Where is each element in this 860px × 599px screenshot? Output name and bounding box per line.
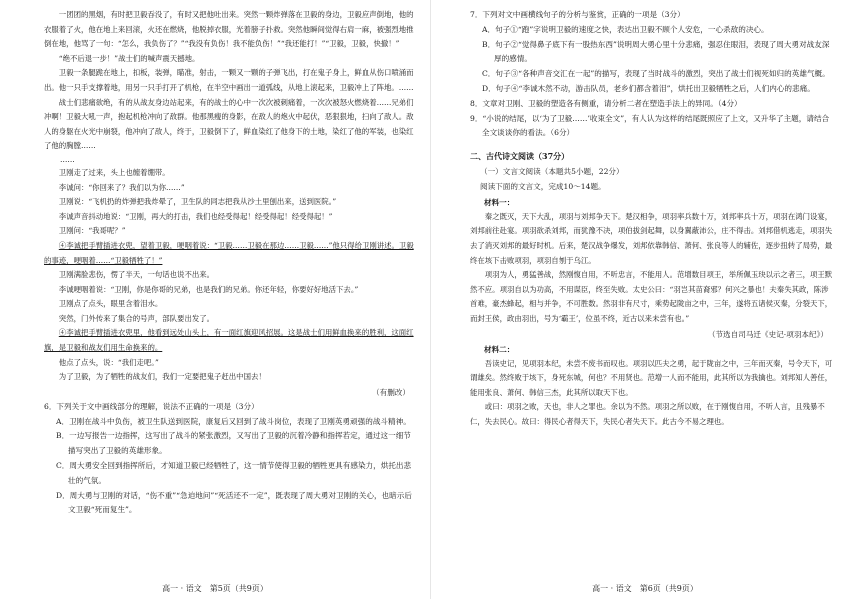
story-paragraph: 他点了点头，说：“我们走吧。” (58, 357, 159, 367)
underlined-sentence: ④李诚把手臂插进衣兜，望着卫毅，哽咽着说：“卫毅……卫毅在那边……卫毅……”他只得给卫刚讲述。卫毅的事迹，哽咽着……“卫毅牺牲了！” (44, 240, 414, 265)
question-7-option-b: B．句子②“觉得鼻子底下有一股热东西”说明周大勇心里十分悲痛，强忍住眼泪，表现了周大勇对战友深厚的感情。 (482, 39, 830, 64)
story-paragraph: 战士们悲痛欲绝，有的从战友身边站起来，有的战士的心中一次次被刺痛着，一次次被怒火燃烧着……兄弟们冲啊！卫毅大吼一声，抱起机枪冲向了敌群。他那黑瘦的身影，在敌人的炮火中起伏，恶狠狠地，扫向了敌人。敌人的身躯在火光中崩裂，他冲向了敌人，终于，卫毅倒下了，鲜血染红了他身下的土地，染红了他的军装，也染红了他的胸膛…… (44, 97, 414, 151)
section-title: 二、古代诗文阅读（37分） (470, 151, 570, 162)
story-paragraph: 为了卫毅，为了牺牲的战友们，我们一定要把鬼子赶出中国去！ (58, 372, 266, 382)
ellipsis-line: …… (60, 154, 75, 164)
page-footer: 高一 · 语文 第6页（共9页） (592, 584, 698, 593)
source-note: （有删改） (372, 387, 410, 397)
question-6-stem: 6．下列关于文中画线部分的理解，说法不正确的一项是（3分） (44, 401, 259, 411)
question-7-option-c: C．句子③“各种声音交汇在一起”的描写，表现了当时战斗的激烈，突出了战士们视死如归的英雄气概。 (482, 69, 830, 79)
question-6-option-d: D．周大勇与卫刚的对话，“伤不重”“急迫地问”“死活还不一定”，既表现了周大勇对卫刚的关心，也暗示后文卫毅“死而复生”。 (56, 490, 412, 515)
question-7-stem: 7．下列对文中画横线句子的分析与鉴赏，正确的一项是（3分） (470, 10, 685, 19)
story-paragraph: 李诚声音抖动地说：“卫刚，再大的打击，我们也经受得起！经受得起！经受得起！” (58, 211, 333, 221)
story-paragraph: 一团团的黑烟，有时把卫毅吞没了，有时又把他吐出来。突然一颗炸弹落在卫毅的身边，卫毅应声倒地，他的衣服着了火，他在地上来回滚，火还在燃烧，他脱掉衣服，光着膀子扑救。突然他瞬间觉得右肩一麻，被强烈地推倒在地，他骂了一句：“怎么，我负伤了？”“我没有负伤！我不能负伤！”“我还能打！”“卫毅，卫毅，快撤！” (44, 10, 414, 49)
question-7-option-a: A．句子①“跑”字说明卫毅的速度之快，表达出卫毅不顾个人安危，一心杀敌的决心。 (482, 24, 769, 34)
question-7-option-d: D．句子④“李诚木然不动，游击队员，老乡们都含着泪”，烘托出卫毅牺牲之后，人们内心的悲痛。 (482, 83, 815, 93)
material-2-label: 材料二： (484, 344, 515, 354)
subsection-title: （一）文言文阅读（本题共5小题，22分） (480, 167, 624, 177)
story-paragraph: 突然，门外传来了集合的号声，部队要出发了。 (58, 313, 215, 323)
story-paragraph: “绝不后退一步！”战士们的喊声震天撼地。 (58, 53, 200, 63)
question-9: 9．“小说的结尾，以‘为了卫毅……’收束全文”，有人认为这样的结尾既照应了上文，又升华了主题，请结合全文谈谈你的看法。（6分） (470, 113, 830, 138)
story-paragraph: 李诚哽咽着说：“卫刚，你是你哥的兄弟，也是我们的兄弟。你还年轻，你要好好地活下去。” (58, 284, 359, 294)
story-paragraph: 卫刚走了过来，头上也缠着绷带。 (58, 167, 170, 177)
story-paragraph: 卫毅一条腿跪在地上，扣板，装弹，瞄准，射击，一颗又一颗的子弹飞出，打在鬼子身上，鲜血从伤口喷涌而出。他一只手支撑着地，用另一只手打开了机枪，在半空中画出一道弧线，从地上滚起来，卫毅冲上了阵地。…… (44, 68, 414, 92)
story-paragraph: 卫刚满脸悲伤，愣了半天，一句话也说不出来。 (58, 270, 215, 280)
story-paragraph: 卫刚点了点头，眼里含着泪水。 (58, 299, 163, 309)
underlined-sentence: ④李诚把手臂插进衣兜里，他看到远处山头上，有一面红旗迎风招展。这是战士们用鲜血换来的胜利，这面红旗，是卫毅和战友们用生命换来的。 (44, 328, 414, 353)
material-1-source: （节选自司马迁《史记·项羽本纪》） (707, 329, 828, 339)
right-page (430, 0, 860, 599)
story-paragraph: 卫刚问：“我哥呢？” (58, 226, 126, 236)
question-8: 8．文章对卫刚、卫毅的塑造各有侧重，请分析二者在塑造手法上的异同。（4分） (470, 98, 742, 108)
classical-text-paragraph: 吾读史记，见项羽本纪，未尝不废书而叹也。项羽以匹夫之勇，起于陇亩之中，三年而灭秦，号令天下，可谓雄矣。然终败于垓下，身死东城，何也？不用贤也。范增一人而不能用，此其所以为我擒也。刘邦知人善任，能用张良、萧何、韩信三杰，此其所以取天下也。 (470, 358, 833, 397)
classical-text-paragraph: 秦之既灭，天下大乱，项羽与刘邦争天下。楚汉相争，项羽率兵数十万，刘邦率兵十万，项羽在鸿门设宴，刘邦前往赴宴。项羽欲杀刘邦，而犹豫不决，项伯拔剑起舞，以身翼蔽沛公，庄不得击。刘邦借机逃走，项羽失去了消灭刘邦的最好时机。后来，楚汉战争爆发，刘邦依靠韩信、萧何、张良等人的辅佐，逐步扭转了局势，最终在垓下击败项羽，项羽自刎于乌江。 (470, 211, 833, 265)
question-6-option-c: C．周大勇安全回到指挥所后，才知道卫毅已经牺牲了，这一情节使得卫毅的牺牲更具有感染力，烘托出悲壮的气氛。 (56, 461, 412, 485)
page-footer: 高一 · 语文 第5页（共9页） (162, 584, 268, 593)
story-paragraph: 李诚问：“你回来了？我们以为你……” (58, 182, 185, 192)
question-6-option-b: B．一边写报告一边指挥，这写出了战斗的紧张激烈，又写出了卫毅的沉着冷静和指挥若定，通过这一细节描写突出了卫毅的英雄形象。 (56, 431, 411, 456)
classical-text-paragraph: 或曰：项羽之败，天也，非人之罪也。余以为不然。项羽之所以败，在于刚愎自用，不听人言，且残暴不仁，失去民心。故曰：得民心者得天下，失民心者失天下。此古今不易之理也。 (470, 402, 825, 426)
classical-text-paragraph: 项羽为人，勇猛善战，然刚愎自用，不听忠言，不能用人。范增数目项王，举所佩玉玦以示之者三，项王默然不应。项羽自以为功高，不用谋臣，终至失败。太史公曰：“羽岂其苗裔邪？何兴之暴也！夫秦失其政，陈涉首难，豪杰蜂起，相与并争，不可胜数。然羽非有尺寸，乘势起陇亩之中，三年，遂将五诸侯灭秦，分裂天下，而封王侯，政由羽出，号为‘霸王’，位虽不终，近古以来未尝有也。” (470, 270, 833, 323)
question-6-option-a: A．卫刚在战斗中负伤，被卫生队送到医院，康复后又回到了战斗岗位，表现了卫刚英勇顽强的战斗精神。 (56, 416, 411, 426)
reading-instruction: 阅读下面的文言文，完成10～14题。 (480, 181, 606, 191)
material-1-label: 材料一： (484, 197, 515, 207)
story-paragraph: 卫刚说：“飞机扔的炸弹把我炸晕了，卫生队的同志把我从沙土里刨出来，送到医院。” (58, 197, 337, 207)
